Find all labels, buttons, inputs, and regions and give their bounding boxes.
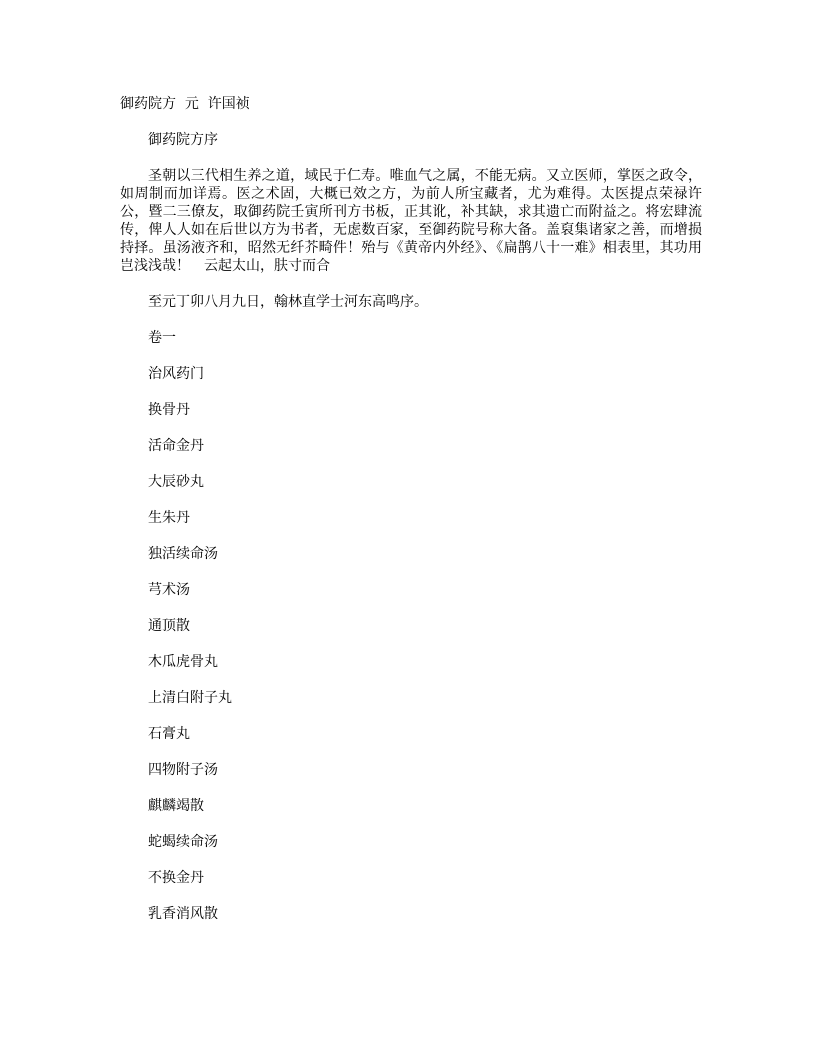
preface-title: 御药院方序	[148, 132, 218, 148]
prescription-item: 不换金丹	[148, 870, 204, 886]
volume-heading: 卷一	[148, 330, 176, 346]
prescription-item: 芎术汤	[148, 582, 190, 598]
prescription-item: 四物附子汤	[148, 762, 218, 778]
prescription-item: 换骨丹	[148, 402, 190, 418]
prescription-item: 生朱丹	[148, 510, 190, 526]
prescription-item: 通顶散	[148, 618, 190, 634]
prescription-item: 独活续命汤	[148, 546, 218, 562]
prescription-item: 上清白附子丸	[148, 690, 232, 706]
prescription-item: 大辰砂丸	[148, 474, 204, 490]
preface-body: 圣朝以三代相生养之道，域民于仁寿。唯血气之属，不能无病。又立医师，掌医之政令，如周制而加详焉。医之术固，大概已效之方，为前人所宝藏者，尤为难得。太医提点荣禄许公，暨二三僚友，取御药院壬寅所刊方书板，正其讹，补其缺，求其遗亡而附益之。将宏肆流传，俾人人如在后世以方为书者，无虑数百家，至御药院号称大备。盖裒集诸家之善，而增损持择。虽汤液齐和，昭然无纤芥畸件！殆与《黄帝内外经》、《扁鹊八十一难》相表里，其功用岂浅浅哉！ 云起太山，肤寸而合	[120, 168, 702, 274]
prescription-item: 乳香消风散	[148, 906, 218, 922]
prescription-list	[120, 401, 702, 923]
prescription-item: 木瓜虎骨丸	[148, 654, 218, 670]
prescription-item: 活命金丹	[148, 438, 204, 454]
section-heading: 治风药门	[148, 366, 204, 382]
prescription-item: 石膏丸	[148, 726, 190, 742]
prescription-item: 麒麟竭散	[148, 798, 204, 814]
preface-signature: 至元丁卯八月九日，翰林直学士河东高鸣序。	[148, 294, 428, 310]
document-title: 御药院方 元 许国祯	[120, 96, 250, 112]
document-page	[120, 95, 702, 941]
prescription-item: 蛇蝎续命汤	[148, 834, 218, 850]
